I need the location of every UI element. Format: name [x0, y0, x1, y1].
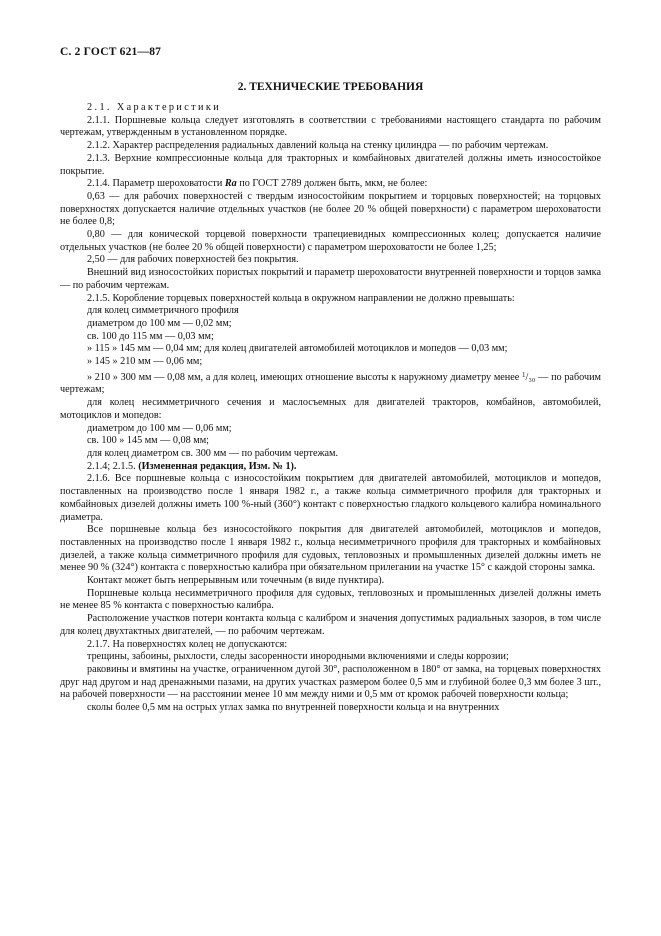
- paragraph: 2.1.1. Поршневые кольца следует изготовлять в соответствии с требованиями настоящего стандарта по рабочим чертежам, утвержденным в установленном порядке.: [60, 114, 601, 139]
- paragraph: 2.1.7. На поверхностях колец не допускаются:: [87, 638, 288, 650]
- paragraph: Контакт может быть непрерывным или точечным (в виде пунктира).: [87, 575, 385, 587]
- list-line: » 145 » 210 мм — 0,06 мм;: [87, 356, 203, 368]
- paragraph: 0,80 — для конической торцевой поверхности трапециевидных компрессионных колец; допускается наличие отдельных участков (не более 20 % общей поверхности) с параметром шероховатости не более 1,25;: [60, 229, 601, 253]
- superscript: 1: [522, 370, 526, 379]
- paragraph: 2,50 — для рабочих поверхностей без покрытия.: [87, 254, 299, 266]
- list-line: диаметром до 100 мм — 0,06 мм;: [87, 422, 232, 434]
- change-note-bold: (Измененная редакция, Изм. № 1).: [138, 460, 297, 472]
- text: 2.1.4. Параметр шероховатости: [87, 178, 225, 190]
- paragraph: [60, 178, 601, 191]
- paragraph: сколы более 0,5 мм на острых углах замка по внутренней поверхности кольца и на внутренних: [87, 702, 500, 714]
- text: 2.1.4; 2.1.5.: [87, 460, 139, 472]
- paragraph: Все поршневые кольца без износостойкого покрытия для двигателей автомобилей, мотоциклов и мопедов, поставленных на производство после 1 января 1982 г., кольца несимметричного профиля для тракторных и комбайновых дизелей, а также кольца симметричного профиля для судовых, тепловозных и промышленных дизелей должны иметь не менее 90 % (324°) контакта с поверхностью калибра при обязательном прилегании на участке 15° с каждой стороны замка.: [60, 524, 601, 574]
- document-body: [60, 102, 601, 715]
- section-title: 2. ТЕХНИЧЕСКИЕ ТРЕБОВАНИЯ: [237, 81, 424, 93]
- subsection-heading: [60, 102, 601, 115]
- paragraph: 0,63 — для рабочих поверхностей с твердым износостойким покрытием и торцовых поверхностей; на торцовых поверхностях допускается наличие отдельных участков (не более 20 % общей поверхности) с параметром шероховатости не более 0,8;: [60, 190, 601, 228]
- paragraph: раковины и вмятины на участке, ограниченном дугой 30°, расположенном в 180° от замка, на торцевых поверхностях друг над другом и над дренажными пазами, на других участках размером более 0,5 мм и глубиной более 0,3 мм более 3 шт., на рабочей поверхности — на расстоянии менее 10 мм между ними и 0,5 мм от кромок рабочей поверхности кольца;: [60, 663, 601, 701]
- list-line: [60, 369, 601, 397]
- text: /₃₀ — по рабочим чертежам;: [60, 371, 601, 396]
- list-line: для колец диаметром св. 300 мм — по рабочим чертежам.: [87, 447, 339, 459]
- list-line: » 115 » 145 мм — 0,04 мм; для колец двигателей автомобилей мотоциклов и мопедов — 0,03 мм;: [87, 343, 508, 355]
- paragraph: 2.1.5. Коробление торцевых поверхностей кольца в окружном направлении не должно превышать:: [87, 292, 515, 304]
- list-line: для колец симметричного профиля: [87, 305, 239, 317]
- list-line: св. 100 » 145 мм — 0,08 мм;: [87, 435, 209, 447]
- subsection-heading-text: 2.1. Характеристики: [87, 102, 222, 113]
- list-line: св. 100 до 115 мм — 0,03 мм;: [87, 330, 214, 342]
- paragraph: Поршневые кольца несимметричного профиля для судовых, тепловозных и промышленных дизелей должны иметь не менее 85 % контакта с поверхностью калибра.: [60, 587, 601, 612]
- paragraph: трещины, забоины, рыхлости, следы засоренности инородными включениями и следы коррозии;: [87, 651, 509, 663]
- ra-symbol: Ra: [224, 178, 237, 190]
- paragraph: Расположение участков потери контакта кольца с калибром и значения допустимых радиальных зазоров, в том числе для колец двухтактных двигателей, — по рабочим чертежам.: [60, 613, 601, 637]
- list-line: диаметром до 100 мм — 0,02 мм;: [87, 317, 232, 329]
- paragraph: для колец несимметричного сечения и маслосъемных для двигателей тракторов, комбайнов, автомобилей, мотоциклов и мопедов:: [60, 397, 601, 421]
- paragraph: 2.1.3. Верхние компрессионные кольца для тракторных и комбайновых двигателей должны иметь износостойкое покрытие.: [60, 152, 601, 177]
- text: » 210 » 300 мм — 0,08 мм, а для колец, имеющих отношение высоты к наружному диаметру менее: [87, 371, 523, 383]
- paragraph: 2.1.6. Все поршневые кольца с износостойким покрытием для двигателей автомобилей, мотоциклов и мопедов, поставленных на производство после 1 января 1982 г., а также кольца симметричного профиля для тракторных и комбайновых дизелей должны иметь 100 %-ный (360°) контакт с поверхностью гладкого кольцевого калибра номинального диаметра.: [60, 473, 601, 523]
- paragraph: 2.1.2. Характер распределения радиальных давлений кольца на стенку цилиндра — по рабочим чертежам.: [87, 140, 549, 152]
- paragraph: Внешний вид износостойких пористых покрытий и параметр шероховатости внутренней поверхности и торцов замка — по рабочим чертежам.: [60, 267, 601, 291]
- text: по ГОСТ 2789 должен быть, мкм, не более:: [236, 178, 428, 190]
- change-note: [60, 461, 601, 474]
- page-header: С. 2 ГОСТ 621—87: [60, 46, 162, 58]
